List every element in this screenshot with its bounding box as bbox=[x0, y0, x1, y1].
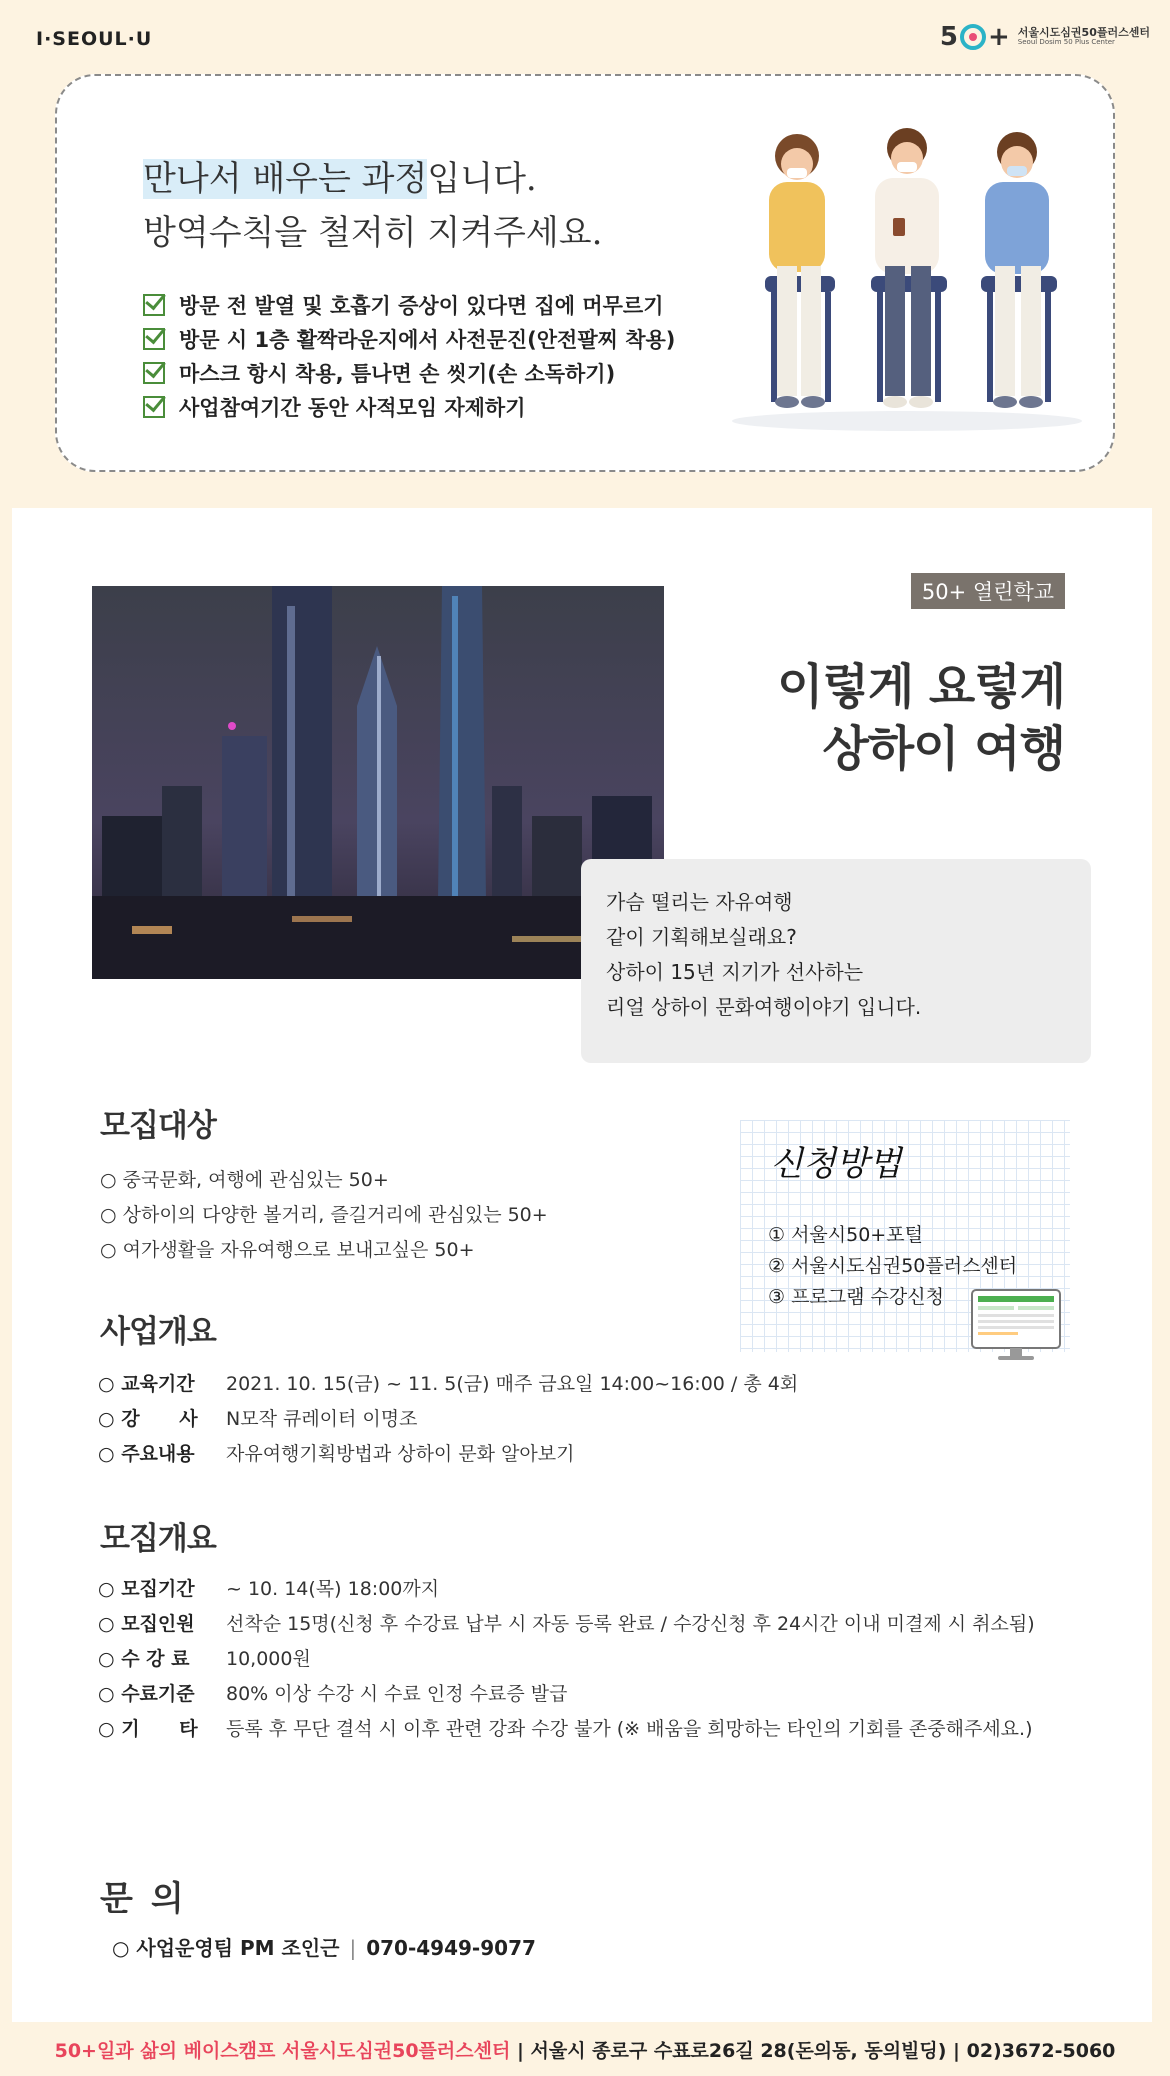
application-method-card bbox=[740, 1120, 1070, 1352]
program-category-badge: 50+ 열린학교 bbox=[911, 573, 1065, 609]
contact-heading: 문의 bbox=[100, 1879, 202, 1919]
monitor-icon bbox=[970, 1288, 1062, 1362]
list-item: ○ 여가생활을 자유여행으로 보내고싶은 50+ bbox=[100, 1239, 475, 1261]
recruit-heading: 모집개요 bbox=[100, 1521, 216, 1557]
contact-team: ○ 사업운영팀 PM 조인근 bbox=[112, 1936, 340, 1960]
overview-heading: 사업개요 bbox=[100, 1314, 216, 1350]
list-item: ③ 프로그램 수강신청 bbox=[768, 1286, 944, 1308]
footer-slogan: 50+일과 삶의 베이스캠프 서울시도심권50플러스센터 bbox=[54, 2040, 511, 2062]
overview-table bbox=[98, 1367, 798, 1472]
checkbox-icon bbox=[143, 294, 165, 316]
safety-rule: 사업참여기간 동안 사적모임 자제하기 bbox=[143, 390, 675, 424]
list-item: ① 서울시50+포털 bbox=[768, 1224, 923, 1246]
safety-rule: 방문 전 발열 및 호흡기 증상이 있다면 집에 머무르기 bbox=[143, 288, 675, 322]
table-row: ○ 교육기간 2021. 10. 15(금) ~ 11. 5(금) 매주 금요일 14:00~16:00 / 총 4회 bbox=[98, 1373, 799, 1395]
program-intro-box: 가슴 떨리는 자유여행 같이 기획해보실래요? 상하이 15년 지기가 선사하는 리얼 상하이 문화여행이야기 입니다. bbox=[581, 859, 1091, 1063]
apply-title: 신청방법 bbox=[770, 1144, 902, 1184]
fifty-plus-logo-mark: 5 + bbox=[939, 22, 1010, 52]
header bbox=[0, 0, 1170, 72]
program-content bbox=[12, 508, 1152, 2022]
masked-people-illustration bbox=[727, 116, 1087, 436]
table-row: ○ 모집기간 ~ 10. 14(목) 18:00까지 bbox=[98, 1578, 440, 1600]
contact-separator: | bbox=[349, 1936, 357, 1960]
notice-title: 만나서 배우는 과정입니다. 방역수칙을 철저히 지켜주세요. bbox=[143, 159, 603, 253]
footer bbox=[0, 2031, 1170, 2071]
program-title: 이렇게 요렇게 상하이 여행 bbox=[777, 659, 1065, 777]
center-logo bbox=[940, 22, 1150, 52]
i-seoul-u-logo: I·SEOUL·U bbox=[36, 28, 153, 50]
table-row: ○ 기 타 등록 후 무단 결석 시 이후 관련 강좌 수강 불가 (※ 배움을 희망하는 타인의 기회를 존중해주세요.) bbox=[98, 1718, 1033, 1740]
checkbox-icon bbox=[143, 362, 165, 384]
table-row: ○ 수료기준 80% 이상 수강 시 수료 인정 수료증 발급 bbox=[98, 1683, 568, 1705]
checkbox-icon bbox=[143, 396, 165, 418]
checkbox-icon bbox=[143, 328, 165, 350]
recruit-table bbox=[98, 1572, 1035, 1747]
center-logo-text: 서울시도심권50플러스센터 Seoul Dosim 50 Plus Center bbox=[1017, 26, 1150, 47]
shanghai-skyline-photo bbox=[92, 586, 664, 979]
table-row: ○ 수 강 료 10,000원 bbox=[98, 1648, 311, 1670]
list-item: ② 서울시도심권50플러스센터 bbox=[768, 1255, 1018, 1277]
target-list bbox=[100, 1163, 548, 1268]
safety-rules-list bbox=[143, 288, 675, 424]
safety-rule: 마스크 항시 착용, 틈나면 손 씻기(손 소독하기) bbox=[143, 356, 675, 390]
table-row: ○ 강 사 N모작 큐레이터 이명조 bbox=[98, 1408, 418, 1430]
contact-info bbox=[112, 1932, 536, 1961]
table-row: ○ 주요내용 자유여행기획방법과 상하이 문화 알아보기 bbox=[98, 1443, 575, 1465]
table-row: ○ 모집인원 선착순 15명(신청 후 수강료 납부 시 자동 등록 완료 / 수강신청 후 24시간 이내 미결제 시 취소됨) bbox=[98, 1613, 1035, 1635]
logo-ring-icon bbox=[960, 24, 986, 50]
safety-rule: 방문 시 1층 활짝라운지에서 사전문진(안전팔찌 착용) bbox=[143, 322, 675, 356]
target-heading: 모집대상 bbox=[100, 1108, 216, 1144]
safety-notice-box bbox=[55, 74, 1115, 472]
footer-address: | 서울시 종로구 수표로26길 28(돈의동, 동의빌딩) | 02)3672-5060 bbox=[510, 2040, 1116, 2062]
list-item: ○ 상하이의 다양한 볼거리, 즐길거리에 관심있는 50+ bbox=[100, 1204, 548, 1226]
list-item: ○ 중국문화, 여행에 관심있는 50+ bbox=[100, 1169, 389, 1191]
contact-phone[interactable]: 070-4949-9077 bbox=[366, 1936, 536, 1960]
